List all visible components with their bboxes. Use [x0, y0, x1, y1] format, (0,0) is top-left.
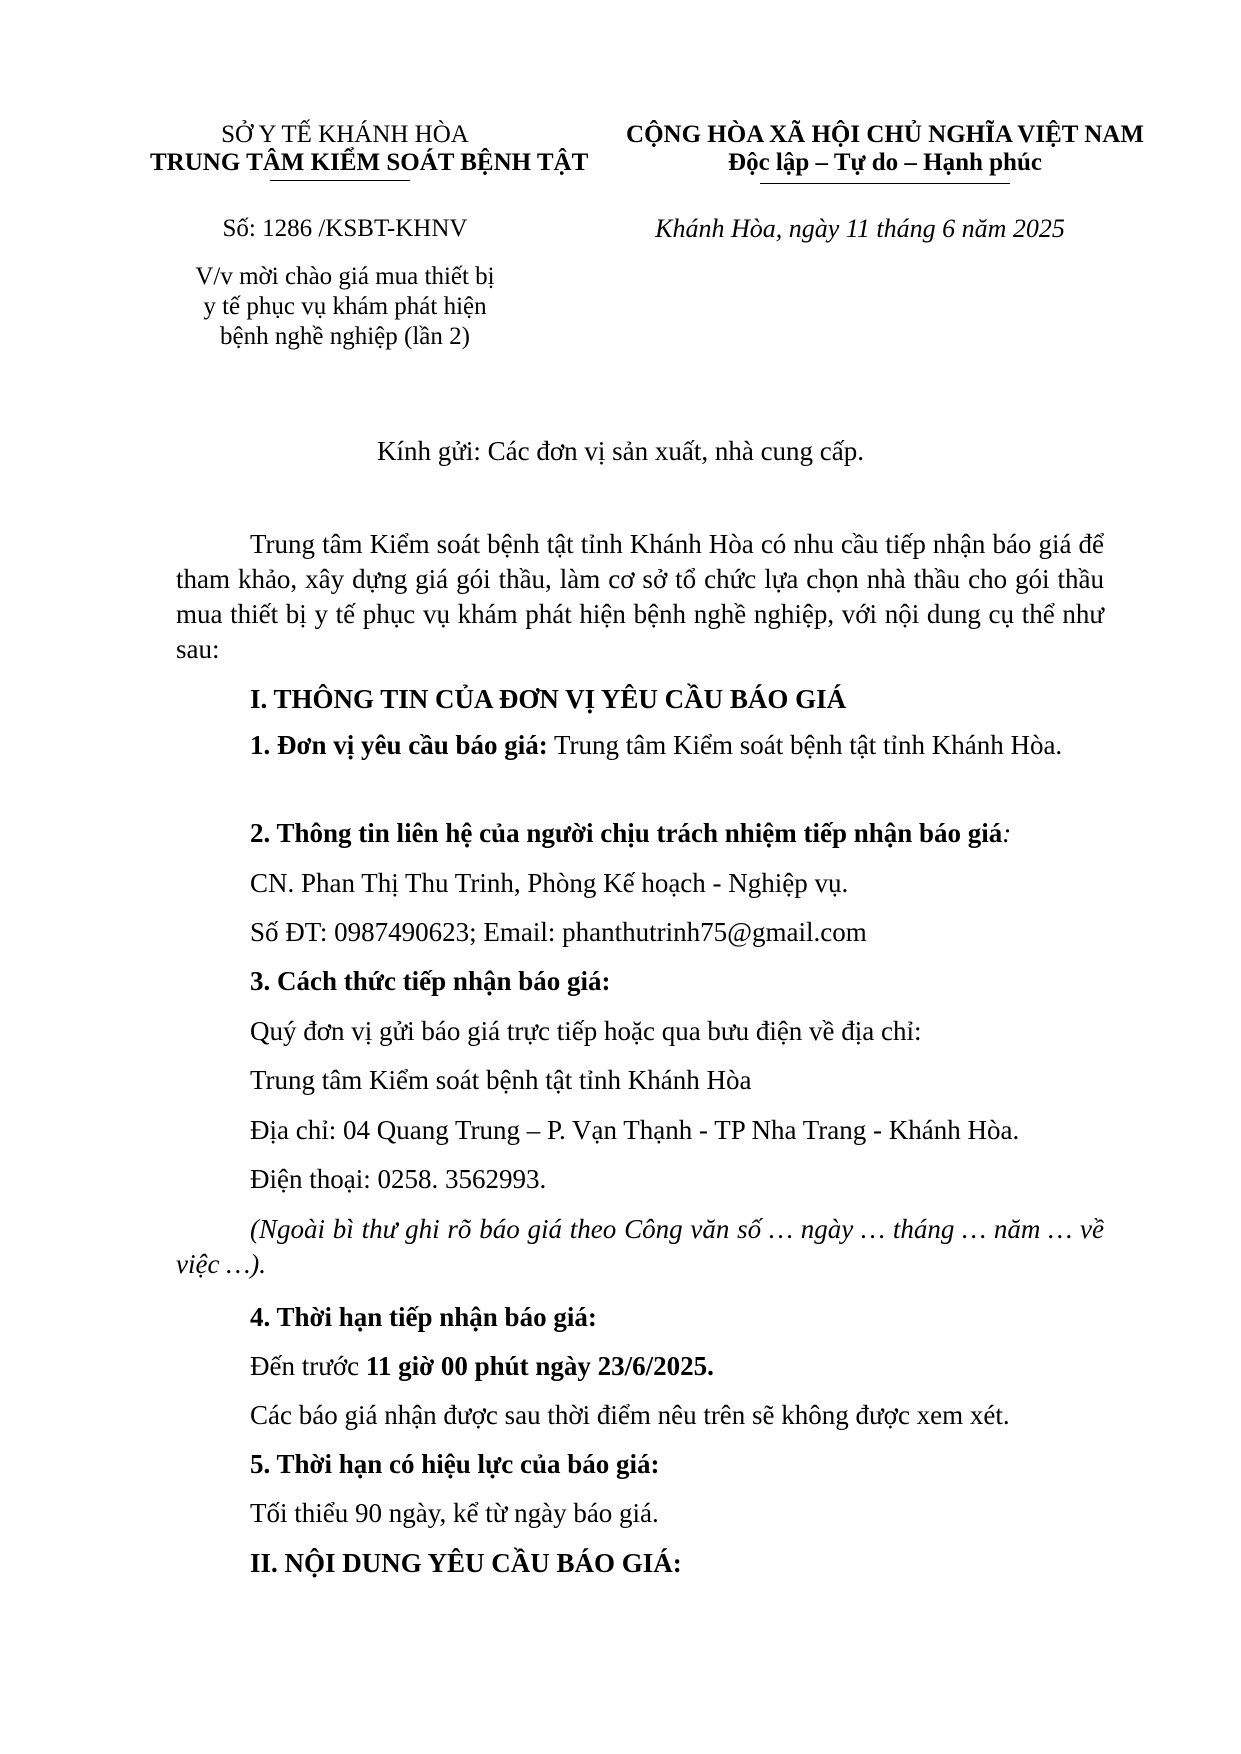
contact-phone-email: Số ĐT: 0987490623; Email: phanthutrinh75@gmail.com [250, 917, 867, 947]
item-5-label: 5. Thời hạn có hiệu lực của báo giá: [250, 1449, 660, 1479]
submission-method: Quý đơn vị gửi báo giá trực tiếp hoặc qua bưu điện về địa chỉ: [250, 1016, 922, 1046]
item-2-label: 2. Thông tin liên hệ của người chịu trách nhiệm tiếp nhận báo giá [250, 818, 1003, 848]
item-3-label: 3. Cách thức tiếp nhận báo giá: [250, 966, 611, 996]
item-2-heading [250, 816, 1011, 850]
contact-name: CN. Phan Thị Thu Trinh, Phòng Kế hoạch - Nghiệp vụ. [250, 868, 849, 898]
section-1-title: I. THÔNG TIN CỦA ĐƠN VỊ YÊU CẦU BÁO GIÁ [250, 684, 847, 714]
agency-name: TRUNG TÂM KIỂM SOÁT BỆNH TẬT [150, 149, 589, 176]
recipient-line: Kính gửi: Các đơn vị sản xuất, nhà cung cấp. [376, 436, 865, 466]
national-motto: Độc lập – Tự do – Hạnh phúc [728, 149, 1042, 176]
item-1-paragraph [176, 728, 1104, 763]
document-number: Số: 1286 /KSBT-KHNV [222, 215, 468, 242]
nation-title: CỘNG HÒA XÃ HỘI CHỦ NGHĨA VIỆT NAM [626, 121, 1144, 148]
deadline-note: Các báo giá nhận được sau thời điểm nêu trên sẽ không được xem xét. [250, 1400, 1010, 1430]
deadline-line [250, 1349, 714, 1383]
subject-line-2: y tế phục vụ khám phát hiện [203, 293, 487, 320]
envelope-note: (Ngoài bì thư ghi rõ báo giá theo Công văn số … ngày … tháng … năm … về việc …). [176, 1214, 1104, 1279]
deadline-value: 11 giờ 00 phút ngày 23/6/2025. [365, 1351, 714, 1381]
item-1-label: 1. Đơn vị yêu cầu báo giá: [250, 730, 548, 760]
deadline-prefix: Đến trước [250, 1351, 366, 1381]
agency-underline [270, 180, 410, 181]
address-line: Địa chỉ: 04 Quang Trung – P. Vạn Thạnh - TP Nha Trang - Khánh Hòa. [250, 1115, 1020, 1145]
item-1-value: Trung tâm Kiểm soát bệnh tật tỉnh Khánh Hòa. [547, 730, 1063, 760]
item-4-label: 4. Thời hạn tiếp nhận báo giá: [250, 1302, 597, 1332]
organization-name: Trung tâm Kiểm soát bệnh tật tỉnh Khánh Hòa [250, 1065, 752, 1095]
phone-line: Điện thoại: 0258. 3562993. [250, 1164, 547, 1194]
item-2-colon: : [1002, 818, 1012, 848]
department-name: SỞ Y TẾ KHÁNH HÒA [221, 121, 469, 148]
validity-line: Tối thiểu 90 ngày, kể từ ngày báo giá. [250, 1498, 659, 1528]
subject-line-3: bệnh nghề nghiệp (lần 2) [220, 323, 470, 350]
intro-paragraph: Trung tâm Kiểm soát bệnh tật tỉnh Khánh Hòa có nhu cầu tiếp nhận báo giá để tham khảo, xây dựng giá gói thầu, làm cơ sở tổ chức lựa chọn nhà thầu cho gói thầu mua thiết bị y tế phục vụ khám phát hiện bệnh nghề nghiệp, với nội dung cụ thể như sau: [176, 529, 1104, 664]
section-2-title: II. NỘI DUNG YÊU CẦU BÁO GIÁ: [250, 1548, 682, 1578]
subject-line-1: V/v mời chào giá mua thiết bị [195, 263, 495, 290]
motto-underline [760, 183, 1010, 184]
document-date: Khánh Hòa, ngày 11 tháng 6 năm 2025 [655, 214, 1065, 243]
